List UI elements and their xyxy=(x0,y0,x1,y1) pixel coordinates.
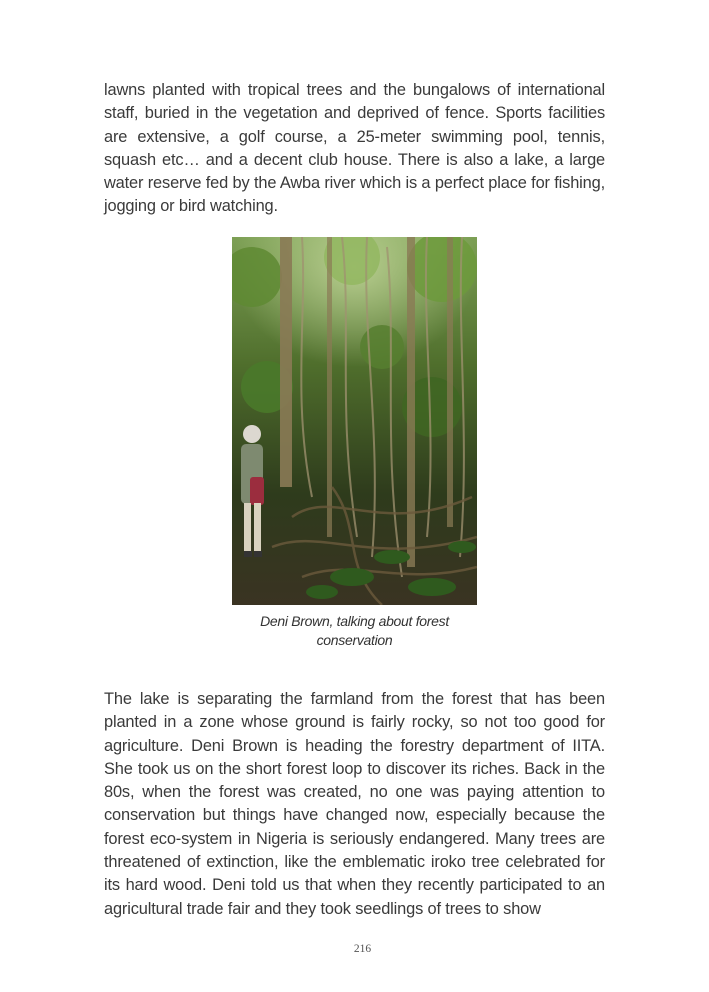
caption-line-2: conservation xyxy=(316,631,393,648)
forest-photo xyxy=(232,237,477,605)
body-paragraph-1: lawns planted with tropical trees and the bungalows of international staff, buried in the vegetation and deprived of fence. Sports facilities are extensive, a golf course, a 25-meter swimming pool, tennis, squash etc… and a decent club house. There is also a lake, a large water reserve fed by the Awba river which is a perfect place for fishing, jogging or bird watching. xyxy=(104,81,605,216)
figure-caption xyxy=(232,612,477,649)
caption-line-1: Deni Brown, talking about forest xyxy=(260,613,449,629)
body-paragraph-2: The lake is separating the farmland from the forest that has been planted in a zone whose ground is fairly rocky, so not too good for agriculture. Deni Brown is heading the forestry department of IITA. She took us on the short forest loop to discover its riches. Back in the 80s, when the forest was created, no one was paying attention to conservation but things have changed now, especially because the forest eco-system in Nigeria is seriously endangered. Many trees are threatened of extinction, like the emblematic iroko tree celebrated for its hard wood. Deni told us that when they recently participated to an agricultural trade fair and they took seedlings of trees to show xyxy=(104,690,605,918)
page-number: 216 xyxy=(353,943,372,955)
